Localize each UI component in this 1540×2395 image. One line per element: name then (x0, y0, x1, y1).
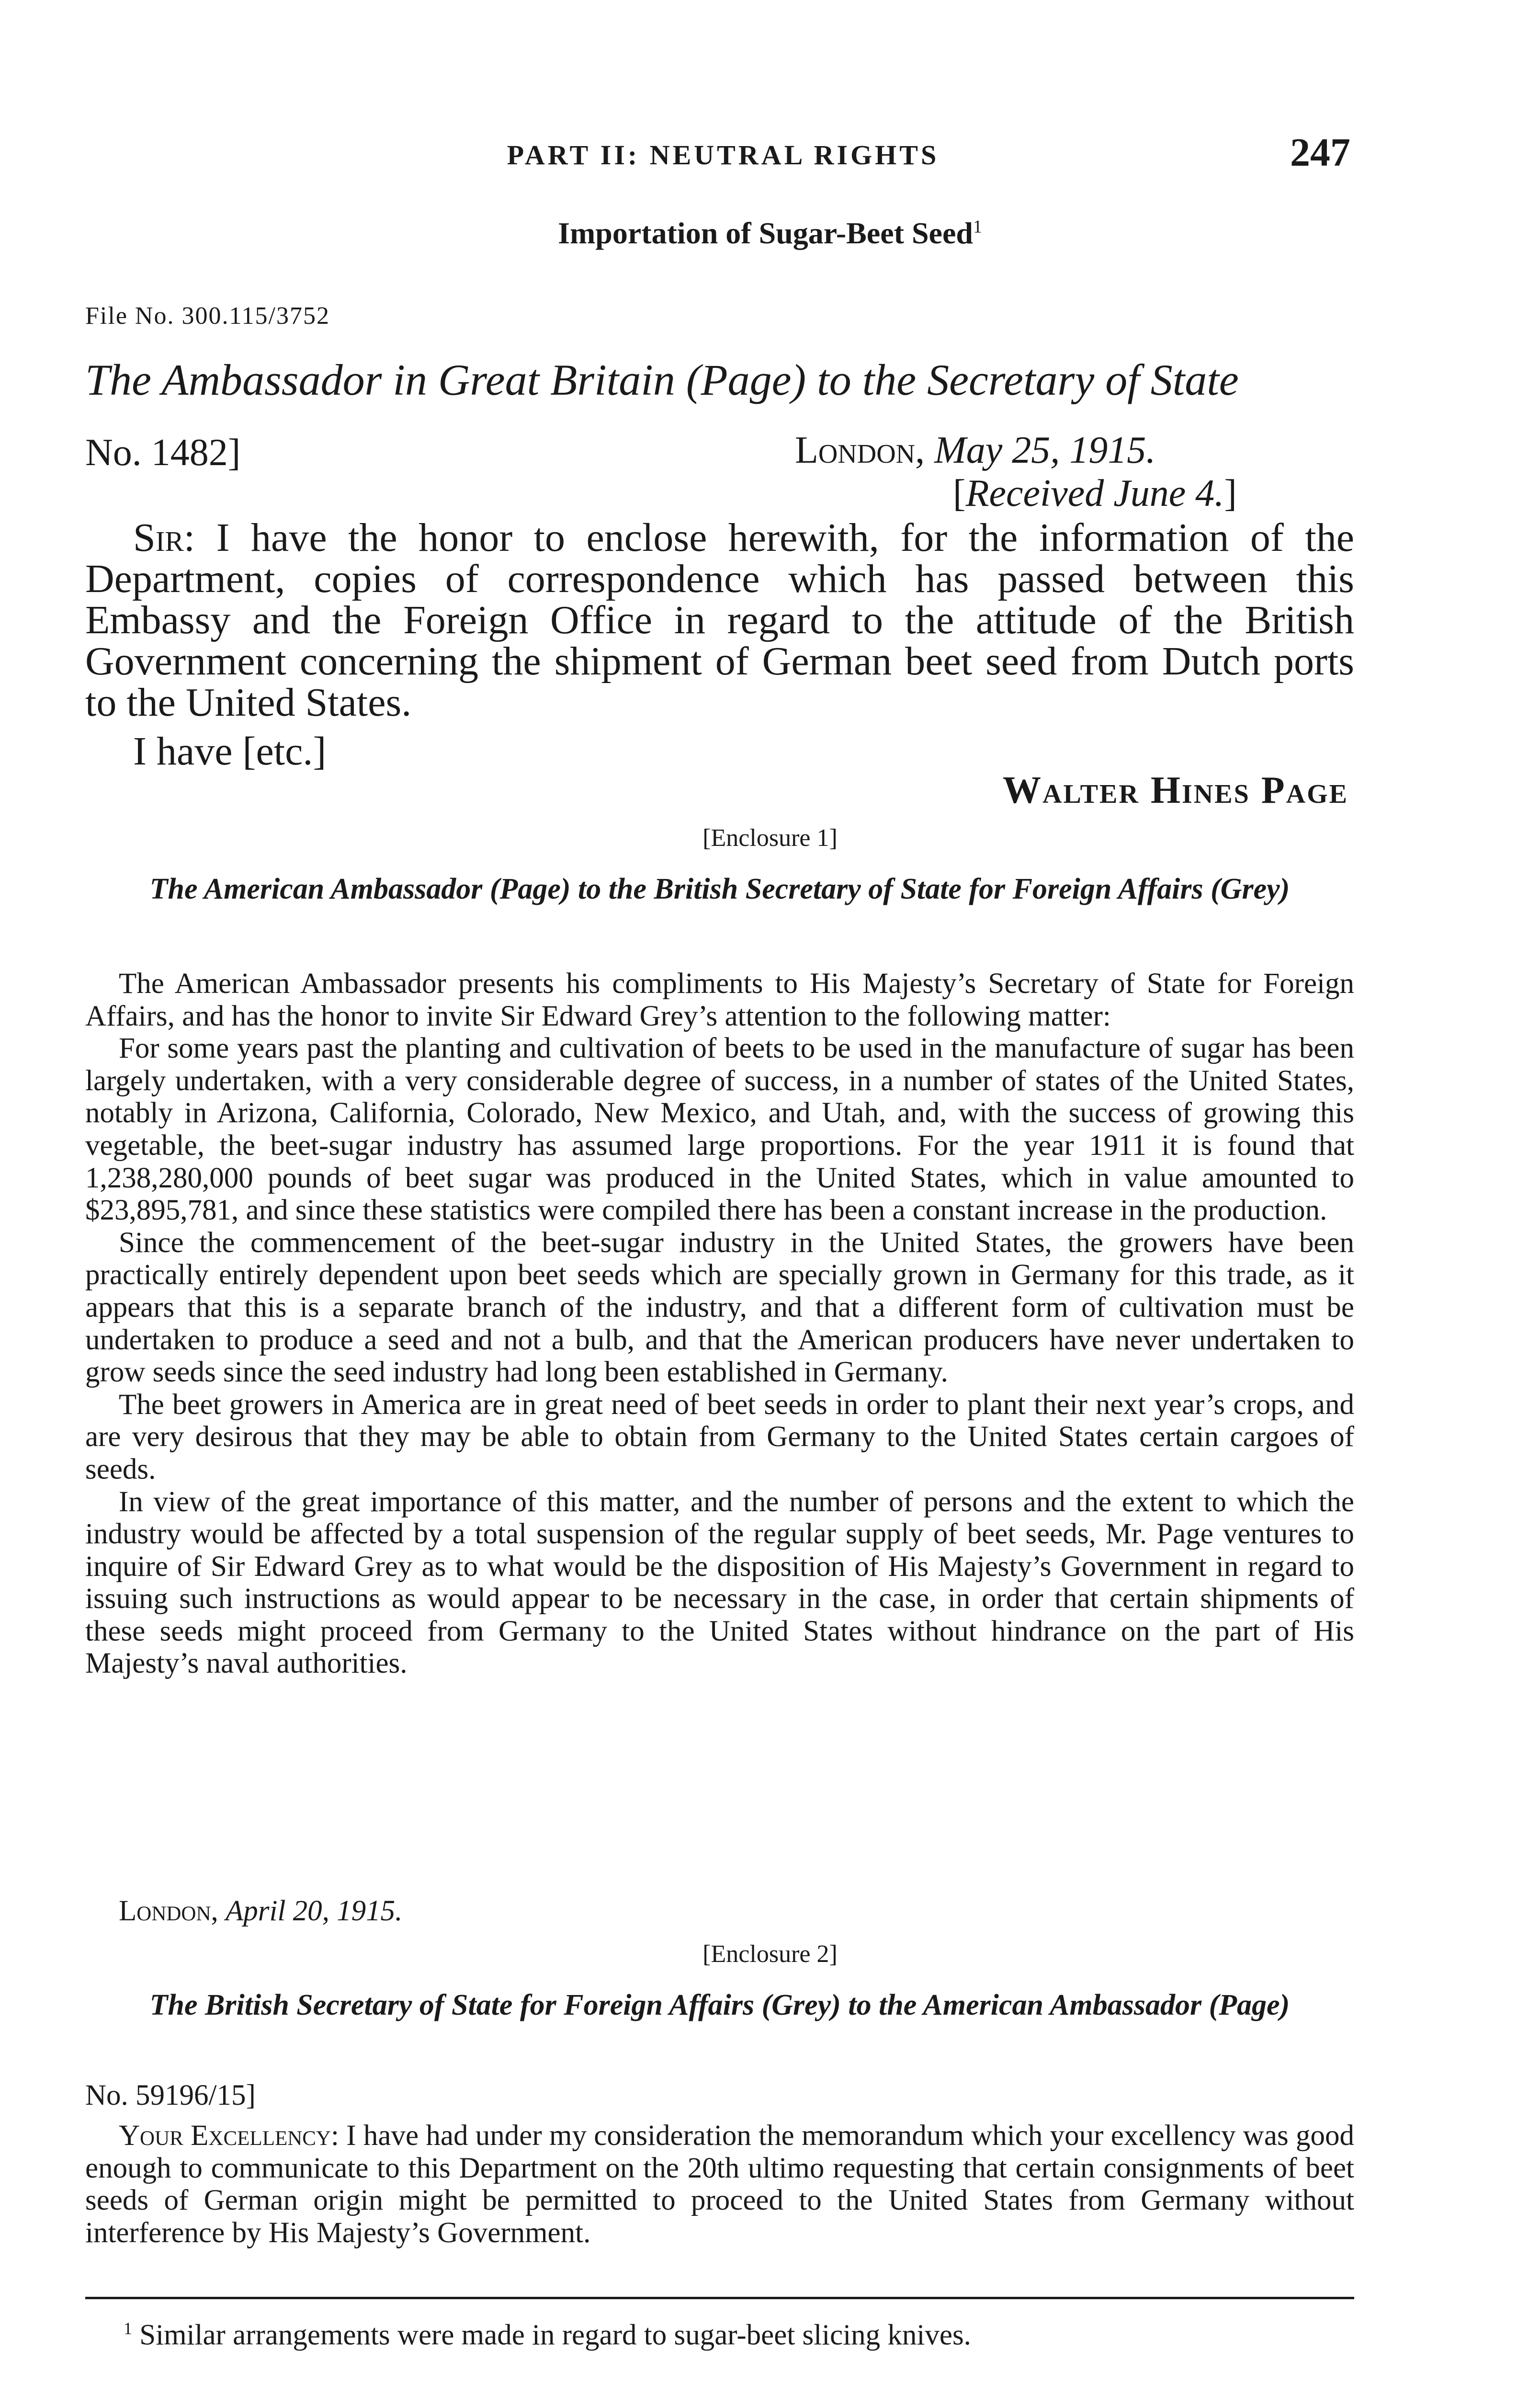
dateline-date: May 25, 1915. (934, 429, 1156, 471)
despatch-signature: Walter Hines Page (1003, 769, 1348, 811)
enclosure-1-heading: The American Ambassador (Page) to the British Secretary of State for Foreign Affairs (Grey) (149, 873, 1290, 905)
enclosure-2-salutation: Your Excellency: (119, 2120, 339, 2152)
enclosure-1-paragraph: In view of the great importance of this matter, and the number of persons and the extent to which the industry would be affected by a total suspension of the regular supply of beet seeds, Mr. Page ventures to inquire of Sir Edward Grey as to what would be the disposition of His Majesty’s Government in regard to issuing such instructions as would appear to be necessary in the case, in order that certain shipments of these seeds might proceed from Germany to the United States without hindrance on the part of His Majesty’s naval authorities. (85, 1485, 1354, 1680)
despatch-body (85, 517, 1354, 723)
enclosure-1-place: London, (119, 1895, 218, 1927)
section-footnote-mark: 1 (973, 217, 982, 237)
despatch-salutation: Sir: (133, 515, 195, 560)
page-number: 247 (1290, 130, 1350, 175)
running-head: PART II: NEUTRAL RIGHTS (507, 139, 940, 171)
enclosure-1-paragraph: Since the commencement of the beet-sugar industry in the United States, the growers have been practically entirely dependent upon beet seeds which are specially grown in Germany for this trade, as it appears that this is a separate branch of the industry, and that a different form of cultivation must be undertaken to produce a seed and not a bulb, and that the American producers have never undertaken to grow seeds since the seed industry had long been established in Germany. (85, 1226, 1354, 1389)
received-open: [ (953, 472, 966, 514)
despatch-body-text: I have the honor to enclose herewith, for the information of the Department, copies of correspondence which has passed between this Embassy and the Foreign Office in regard to the attitude of the British Government concerning the shipment of German beet seed from Dutch ports to the United States. (85, 515, 1354, 725)
despatch-closing: I have [etc.] (133, 729, 327, 774)
section-title (0, 216, 1540, 251)
enclosure-2-body (85, 2120, 1354, 2249)
enclosure-2-paragraph (85, 2120, 1354, 2249)
despatch-heading: The Ambassador in Great Britain (Page) to the Secretary of State (85, 355, 1239, 404)
enclosure-1-dateline (119, 1894, 402, 1928)
enclosure-1-body (85, 968, 1354, 1680)
enclosure-1-paragraph: For some years past the planting and cultivation of beets to be used in the manufacture of sugar has been largely undertaken, with a very considerable degree of success, in a number of states of the United States, notably in Arizona, California, Colorado, New Mexico, and Utah, and, with the success of growing this vegetable, the beet-sugar industry has assumed large proportions. For the year 1911 it is found that 1,238,280,000 pounds of beet sugar was produced in the United States, which in value amounted to $23,895,781, and since these statistics were compiled there has been a constant increase in the production. (85, 1032, 1354, 1227)
enclosure-2-body-text: I have had under my consideration the memorandum which your excellency was good enough to communicate to this Department on the 20th ultimo requesting that certain consignments of beet seeds of German origin might be permitted to proceed to the United States from Germany without interference by His Majesty’s Government. (85, 2120, 1354, 2249)
despatch-number: No. 1482] (85, 432, 241, 474)
enclosure-1-paragraph: The American Ambassador presents his compliments to His Majesty’s Secretary of State for Foreign Affairs, and has the honor to invite Sir Edward Grey’s attention to the following matter: (85, 968, 1354, 1032)
footnote (124, 2318, 971, 2352)
footnote-mark: 1 (124, 2319, 132, 2338)
enclosure-2-number: No. 59196/15] (85, 2079, 256, 2111)
received-text: Received June 4. (965, 472, 1224, 514)
received-date (953, 472, 1237, 515)
received-close: ] (1224, 472, 1237, 514)
enclosure-1-date: April 20, 1915. (226, 1895, 403, 1927)
enclosure-2-heading: The British Secretary of State for Foreign Affairs (Grey) to the American Ambassador (Page) (149, 1989, 1290, 2021)
footnote-divider (85, 2297, 1354, 2299)
file-number: File No. 300.115/3752 (85, 302, 330, 330)
despatch-dateline (795, 429, 1155, 472)
section-title-text: Importation of Sugar-Beet Seed (558, 216, 973, 250)
enclosure-1-paragraph: The beet growers in America are in great need of beet seeds in order to plant their next year’s crops, and are very desirous that they may be able to obtain from Germany to the United States certain cargoes of seeds. (85, 1388, 1354, 1485)
dateline-place: London, (795, 429, 925, 471)
enclosure-2-label: [Enclosure 2] (702, 1940, 838, 1968)
page-header (96, 129, 1350, 187)
enclosure-1-label: [Enclosure 1] (702, 824, 838, 852)
footnote-text: Similar arrangements were made in regard to sugar-beet slicing knives. (139, 2319, 971, 2351)
